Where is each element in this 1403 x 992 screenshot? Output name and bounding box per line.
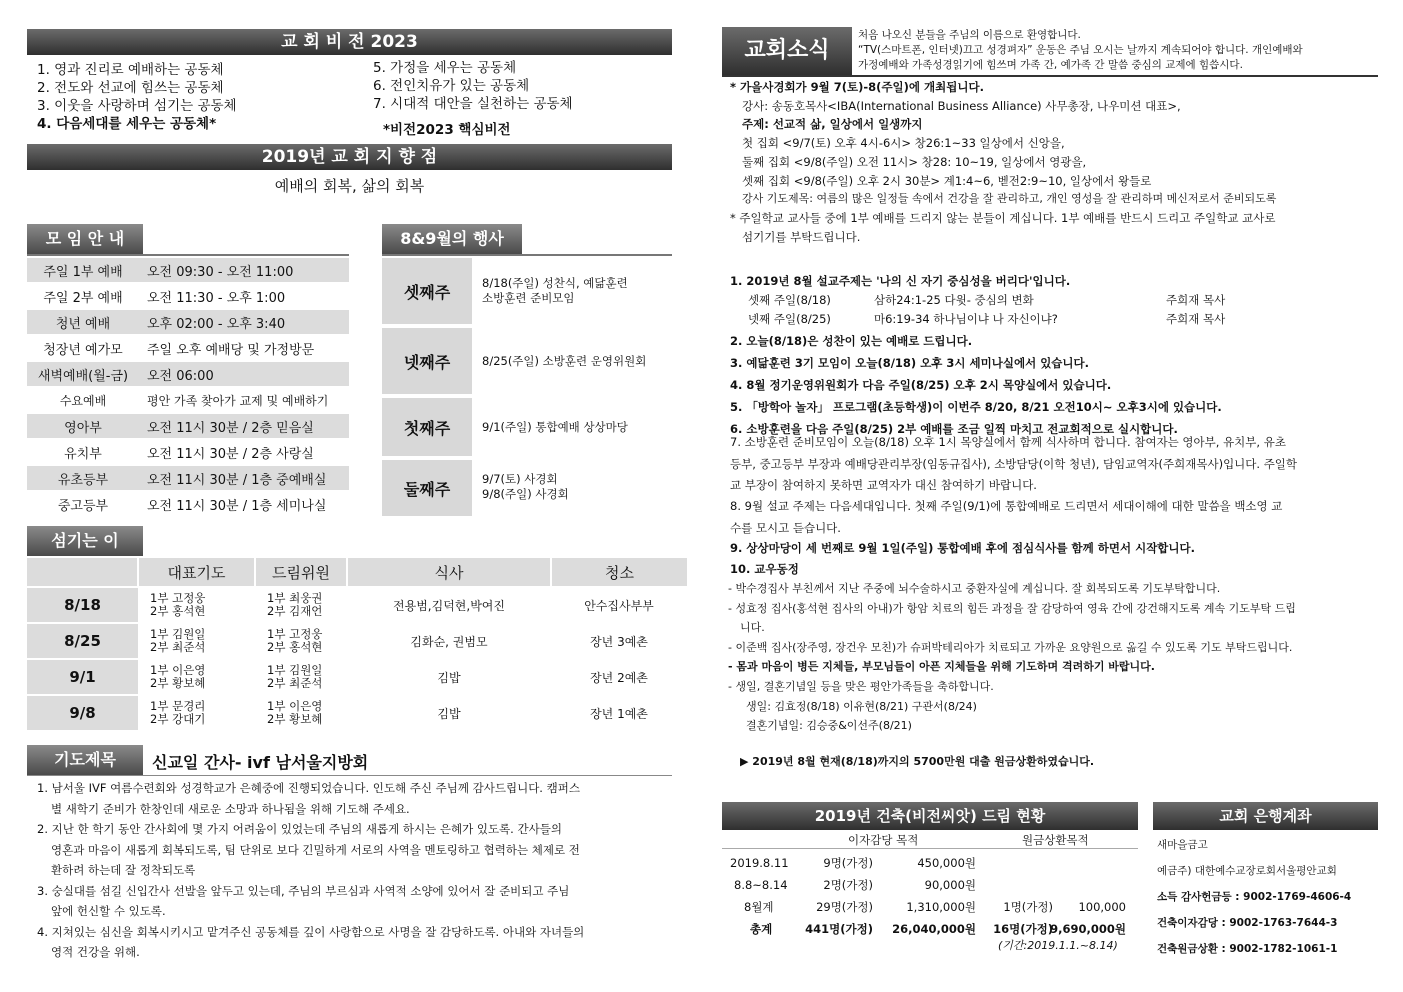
care-line: - 박수경집사 부친께서 지난 주중에 뇌수술하시고 중환자실에 계십니다. 잘 회복되도록 기도부탁합니다. [728,582,1221,595]
vision-title: 교 회 비 전 2023 [27,29,672,55]
date-cell: 8/25 [27,623,138,659]
revival-line: 강사: 송동호목사<IBA(International Business Alliance) 사무총장, 나우미션 대표>, [742,98,1181,113]
prayer-subtitle: 신교일 간사- ivf 남서울지방회 [152,753,369,772]
meeting-row [27,362,349,386]
meeting-name: 수요예배 [59,393,107,408]
prayer-item: 4. 지쳐있는 심신을 회복시키시고 맡겨주신 공동체를 깊이 사랑함으로 사명을 잘 감당하도록. 아내와 자녀들의 영적 건강을 위해. [37,924,585,959]
meal-cell: 김밥 [347,659,551,695]
servers-table [27,558,687,732]
prayer-item: 3. 숭실대를 섬길 신입간사 선발을 앞두고 있는데, 주님의 부르심과 사역적 소양에 있어서 잘 준비되고 주님 앞에 헌신할 수 있도록. [37,883,570,918]
care-line: - 이준백 집사(장주영, 장건우 모친)가 슈퍼박테리아가 치료되고 가까운 요양원으로 옮길 수 있도록 기도 부탁드립니다. [728,640,1293,654]
dream-cell: 1부 김원일 2부 최준석 [255,659,347,695]
col-header: 대표기도 [138,558,255,587]
meeting-name: 주일 1부 예배 [43,264,123,280]
news-item: 8. 9월 설교 주제는 다음세대입니다. 첫째 주일(9/1)에 통합예배로 드리면서 세대이해에 대한 말씀을 백소영 교 수를 모시고 듣습니다. [730,499,1283,535]
direction-title: 2019년 교 회 지 향 점 [27,144,672,170]
meeting-name: 중고등부 [57,498,109,514]
vision-item: 5. 가정을 세우는 공동체 [373,60,517,76]
table-row: 총계 441명(가정) 26,040,000원 16명(가정) 9,690,000원 [750,922,1126,936]
vision-right-list [373,59,573,113]
care-line: - 성효정 집사(홍석현 집사의 아내)가 항암 치료의 힘든 과정을 잘 감당하여 영육 간에 강건해지도록 계속 기도부탁 드립 [728,601,1296,615]
event-week: 셋째주 [382,258,472,324]
table-row [27,587,687,623]
revival-line: 첫 집회 <9/7(토) 오후 4시-6시> 창26:1~33 일상에서 신앙을, [742,136,1065,151]
meeting-name: 유초등부 [57,472,109,488]
meeting-row [27,492,349,516]
vision-item: 4. 다음세대를 세우는 공동체* [37,116,217,132]
meal-cell: 김화순, 권범모 [347,623,551,659]
bank-line: 건축이자감당 : 9002-1763-7644-3 [1157,917,1338,929]
meeting-name: 청장년 예가모 [43,342,123,358]
meeting-time: 오전 11시 30분 / 1층 세미나실 [147,498,327,514]
meeting-time: 오전 11시 30분 / 1층 중예배실 [147,472,327,488]
care-line: - 몸과 마음이 병든 지체들, 부모님들이 아픈 지체들을 위해 기도하며 격려하기 바랍니다. [728,660,1155,674]
meeting-row [27,466,349,490]
meeting-row [27,414,349,438]
vision-left-list [37,61,237,133]
meeting-time: 오전 11시 30분 / 2층 믿음실 [147,420,314,436]
table-row [27,695,687,731]
direction-text: 예배의 회복, 삶의 회복 [274,177,425,195]
vision-item: 6. 전인치유가 있는 공동체 [373,78,530,94]
welcome-box [858,28,1378,73]
sermon-row: 셋째 주일(8/18) 삼하24:1-25 다윗- 중심의 변화 주희재 목사 [748,293,1226,307]
table-row: 8.8~8.14 2명(가정) 90,000원 [734,878,976,892]
meeting-row [27,388,349,412]
meeting-time: 오전 11시 30분 / 2층 사랑실 [147,446,314,462]
meeting-row [27,440,349,464]
meeting-time: 오전 09:30 - 오전 11:00 [147,264,294,280]
meeting-name: 영아부 [64,420,102,436]
meeting-row [27,258,349,282]
event-text: 8/18(주일) 성찬식, 예닮훈련 소방훈련 준비모임 [482,276,628,305]
col-header: 식사 [347,558,551,587]
date-cell: 9/1 [27,659,138,695]
meal-cell: 김밥 [347,695,551,731]
building-table [722,852,1138,940]
table-row [27,623,687,659]
care-list [728,579,1373,736]
meeting-time: 주일 오후 예배당 및 가정방문 [147,342,315,358]
prayer-cell: 1부 김원일 2부 최준석 [138,623,255,659]
welcome-line: 가정예배와 가족성경읽기에 힘쓰며 가족 간, 예가족 간 말씀 중심의 교제에 힘씁시다. [858,59,1243,71]
bank-info [1157,832,1382,962]
revival-line: * 가을사경회가 9월 7(토)-8(주일)에 개최됩니다. [730,80,984,94]
clean-cell: 장년 1예촌 [551,695,687,731]
revival-line: 강사 기도제목: 여름의 많은 일정들 속에서 건강을 잘 관리하고, 개인 영성을 잘 관리하며 메신저로서 준비되도록 [742,192,1277,206]
news-item: 10. 교우동정 [730,562,799,576]
meeting-time: 오전 06:00 [147,368,214,384]
vision-item: 7. 시대적 대안을 실천하는 공동체 [373,96,573,112]
revival-line: 둘째 집회 <9/8(주일) 오전 11시> 창28: 10~19, 일상에서 영광을, [742,154,1087,169]
loan-notice: ▶ 2019년 8월 현재(8/18)까지의 5700만원 대출 원금상환하였습니다. [740,755,1095,768]
meal-cell: 전용범,김덕현,박여진 [347,587,551,623]
vision-item: 3. 이웃을 사랑하며 섬기는 공동체 [37,98,237,114]
bank-line: 새마을금고 [1157,839,1208,851]
news-item: 9. 상상마당이 세 번째로 9월 1일(주일) 통합예배 후에 점심식사를 함께 하면서 시작합니다. [730,541,1195,555]
event-text: 9/7(토) 사경회 9/8(주일) 사경회 [482,472,569,501]
meetings-title: 모 임 안 내 [27,224,143,254]
building-period: (기간:2019.1.1.~8.14) [998,939,1118,952]
meeting-name: 주일 2부 예배 [43,290,123,306]
table-row [27,659,687,695]
care-line: 니다. [740,621,765,635]
col-header: 드림위원 [255,558,347,587]
welcome-line: 처음 나오신 분들을 주님의 이름으로 환영합니다. [858,29,1081,41]
vision-note: *비전2023 핵심비전 [383,122,511,138]
servers-title: 섬기는 이 [27,526,143,556]
dream-cell: 1부 이은영 2부 황보혜 [255,695,347,731]
prayer-item: 2. 지난 한 학기 동안 간사회에 몇 가지 어려움이 있었는데 주님의 새롭게 하시는 은혜가 있도록. 간사들의 영혼과 마음이 새롭게 회복되도록, 팀 단위로 보다 긴밀하게 서로의 사역을 멘토링하고 협력하는 체제로 전 환하려 하는데 잘 정착되도록 [37,822,580,877]
care-line: 생일: 김효정(8/18) 이유현(8/21) 구관서(8/24) [746,699,977,713]
event-week: 첫째주 [382,398,472,456]
revival-notice [730,78,1370,246]
prayer-title: 기도제목 [27,745,143,775]
events-title: 8&9월의 행사 [382,224,522,254]
event-week: 넷째주 [382,328,472,394]
building-title: 2019년 건축(비전씨앗) 드림 현황 [722,802,1138,830]
meeting-name: 청년 예배 [55,316,111,332]
meeting-time: 평안 가족 찾아가 교제 및 예배하기 [147,393,329,408]
revival-line: 섬기기를 부탁드립니다. [742,229,861,244]
bank-line: 예금주) 대한예수교장로회서울평안교회 [1157,865,1337,877]
event-week: 둘째주 [382,460,472,516]
clean-cell: 안수집사부부 [551,587,687,623]
revival-line: 주제: 선교적 삶, 일상에서 일생까지 [742,117,923,132]
meeting-time: 오전 11:30 - 오후 1:00 [147,290,286,306]
prayer-cell: 1부 이은영 2부 황보혜 [138,659,255,695]
bank-title: 교회 은행계좌 [1153,802,1378,830]
dream-cell: 1부 최웅권 2부 김재언 [255,587,347,623]
clean-cell: 장년 2예촌 [551,659,687,695]
date-cell: 8/18 [27,587,138,623]
prayer-list [37,778,667,963]
sermon-row: 넷째 주일(8/25) 마6:19-34 하나님이냐 나 자신이냐? 주희재 목사 [748,312,1226,326]
revival-line: * 주일학교 교사들 중에 1부 예배를 드리지 않는 분들이 계십니다. 1부 예배를 반드시 드리고 주일학교 교사로 [730,210,1276,225]
news-item: 7. 소방훈련 준비모임이 오늘(8/18) 오후 1시 목양실에서 함께 식사하며 합니다. 참여자는 영아부, 유치부, 유초 등부, 중고등부 부장과 예배당관리부장(임동규집사), 소방담당(이학 청년), 담임교역자(주희재목사)입니다. 주일학 교 부장이 참여하지 못하면 교역자가 대신 참여하기 바랍니다. [730,435,1298,492]
prayer-cell: 1부 문경리 2부 강대기 [138,695,255,731]
date-cell: 9/8 [27,695,138,731]
news-title: 교회소식 [722,27,852,75]
care-line: - 생일, 결혼기념일 등을 맞은 평안가족들을 축하합니다. [728,679,994,693]
meeting-time: 오후 02:00 - 오후 3:40 [147,316,286,332]
prayer-cell: 1부 고정웅 2부 홍석현 [138,587,255,623]
col-header: 청소 [551,558,687,587]
event-text: 9/1(주일) 통합예배 상상마당 [482,420,628,434]
revival-line: 셋째 집회 <9/8(주일) 오후 2시 30분> 계1:4~6, 벧전2:9~10, 일상에서 왕들로 [742,173,1152,188]
bank-line: 건축원금상환 : 9002-1782-1061-1 [1157,943,1338,955]
table-row: 8월계 29명(가정) 1,310,000원 1명(가정) 100,000 [744,900,1126,914]
meeting-name: 유치부 [64,446,102,462]
news-item: 2. 오늘(8/18)은 성찬이 있는 예배로 드립니다. 3. 예닮훈련 3기 모임이 오늘(8/18) 오후 3시 세미나실에서 있습니다. 4. 8월 정기운영위원회가 다음 주일(8/25) 오후 2시 목양실에서 있습니다. 5. 「방학아 놀자」 프로그램(초등학생)이 이번주 8/20, 8/21 오전10시~ 오후3시에 있습니다. 6. 소방훈련을 다음 주일(8/25) 2부 예배를 조금 일찍 마치고 전교회적으로 실시합니다. [730,334,1222,436]
meeting-row [27,336,349,360]
meeting-row [27,284,349,308]
welcome-line: “TV(스마트폰, 인터넷)끄고 성경펴자” 운동은 주님 오시는 날까지 계속되어야 합니다. 개인예배와 [858,44,1303,56]
meeting-row [27,310,349,334]
prayer-item: 1. 남서울 IVF 여름수련회와 성경학교가 은혜중에 진행되었습니다. 인도해 주신 주님께 감사드립니다. 캠퍼스 별 새학기 준비가 한창인데 새로운 소망과 하나됨을 위해 기도해 주세요. [37,781,580,816]
meeting-name: 새벽예배(월-금) [37,368,129,384]
dream-cell: 1부 고정웅 2부 홍석현 [255,623,347,659]
care-line: 결혼기념일: 김승중&이선주(8/21) [746,719,912,733]
bank-line: 소득 감사헌금등 : 9002-1769-4606-4 [1157,891,1352,903]
event-text: 8/25(주일) 소방훈련 운영위원회 [482,354,647,368]
vision-item: 1. 영과 진리로 예배하는 공동체 [37,62,224,78]
news-item: 1. 2019년 8월 설교주제는 '나의 신 자기 중심성을 버리다'입니다. [730,274,1071,288]
vision-item: 2. 전도와 선교에 힘쓰는 공동체 [37,80,224,96]
clean-cell: 장년 3예촌 [551,623,687,659]
table-row: 2019.8.11 9명(가정) 450,000원 [730,856,976,870]
